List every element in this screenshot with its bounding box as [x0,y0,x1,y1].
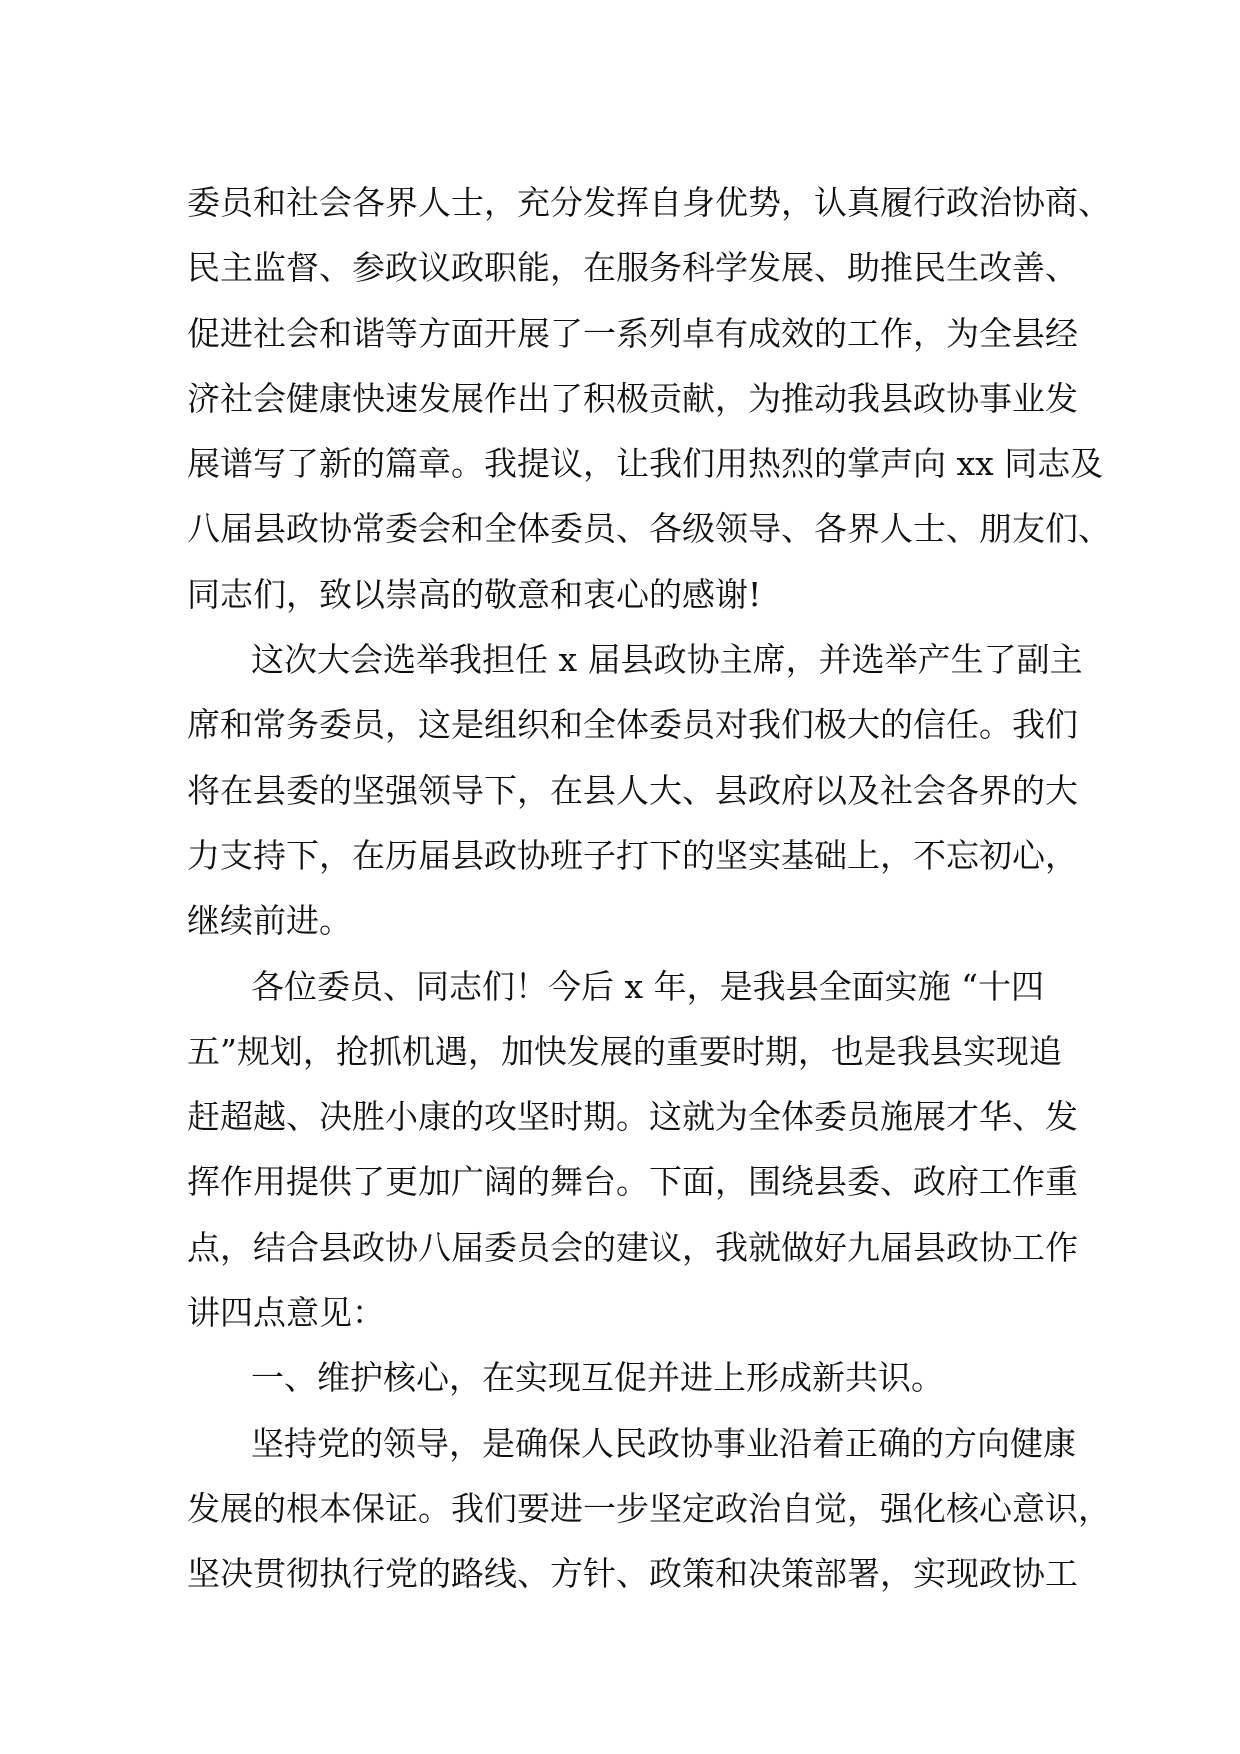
document-body [187,170,1111,1607]
text-line: 八届县政协常委会和全体委员、各级领导、各界人士、朋友们、 [187,509,1111,549]
text-line: 将在县委的坚强领导下，在县人大、县政府以及社会各界的大 [187,770,1078,810]
text-line: 同志们，致以崇高的敬意和衷心的感谢! [187,574,762,614]
text-line: 济社会健康快速发展作出了积极贡献，为推动我县政协事业发 [187,378,1078,418]
text-line: 委员和社会各界人士，充分发挥自身优势，认真履行政治协商、 [187,183,1111,222]
paragraph-start-line: 各位委员、同志们！今后 x 年，是我县全面实施 “十四 [251,966,1044,1006]
paragraph-start-line: 坚持党的领导，是确保人民政协事业沿着正确的方向健康 [251,1423,1076,1463]
text-line: 发展的根本保证。我们要进一步坚定政治自觉，强化核心意识， [187,1488,1111,1528]
text-line: 民主监督、参政议政职能，在服务科学发展、助推民生改善、 [187,248,1078,288]
text-line: 五”规划，抢抓机遇，加快发展的重要时期，也是我县实现追 [187,1031,1062,1071]
text-line: 赶超越、决胜小康的攻坚时期。这就为全体委员施展才华、发 [187,1097,1078,1137]
text-line: 点，结合县政协八届委员会的建议，我就做好九届县政协工作 [187,1227,1078,1267]
text-line: 挥作用提供了更加广阔的舞台。下面，围绕县委、政府工作重 [187,1162,1078,1202]
text-line: 展谱写了新的篇章。我提议，让我们用热烈的掌声向 xx 同志及 [187,444,1104,484]
section-heading: 一、维护核心，在实现互促并进上形成新共识。 [251,1358,944,1398]
text-line: 席和常务委员，这是组织和全体委员对我们极大的信任。我们 [187,705,1078,745]
text-line: 继续前进。 [187,901,352,941]
text-line: 讲四点意见： [187,1293,385,1333]
text-line: 坚决贯彻执行党的路线、方针、政策和决策部署，实现政协工 [187,1554,1078,1594]
text-line: 促进社会和谐等方面开展了一系列卓有成效的工作，为全县经 [187,313,1078,353]
paragraph-start-line: 这次大会选举我担任 x 届县政协主席，并选举产生了副主 [251,640,1083,680]
text-line: 力支持下，在历届县政协班子打下的坚实基础上，不忘初心， [187,835,1078,875]
